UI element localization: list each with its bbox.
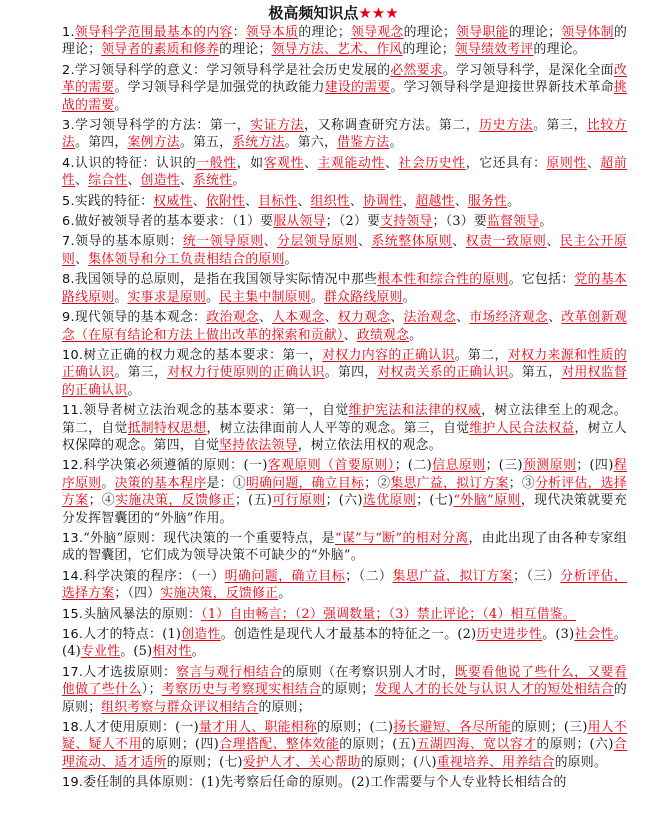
knowledge-point: [62, 568, 627, 603]
body-text: 的原则；(二): [317, 720, 394, 736]
highlighted-term: 案例方法: [127, 135, 180, 151]
highlighted-term: 程序原则: [62, 458, 627, 491]
body-text: 。: [402, 289, 416, 305]
highlighted-term: 扬长避短、各尽所能: [393, 720, 512, 736]
body-text: ，树立依法用权的观念。: [297, 437, 442, 453]
body-text: 、: [324, 310, 338, 326]
body-text: 。: [232, 173, 246, 189]
item-number: 1.: [62, 25, 75, 40]
knowledge-point: [62, 719, 627, 771]
body-text: ，由此出现了由各种专家组成的智囊团，它们成为领导决策不可缺少的“外脑”。: [62, 530, 627, 564]
body-text: 、: [75, 173, 89, 189]
highlighted-term: 根本性和综合性的原则: [377, 272, 509, 288]
highlighted-term: 重视培养、用养结合: [436, 754, 555, 770]
highlighted-term: 领导职能: [456, 25, 509, 40]
highlighted-term: 选优原则: [362, 493, 417, 509]
highlighted-term: 实施决策，反馈修正: [115, 493, 235, 509]
item-number: 12.: [62, 458, 84, 474]
body-text: 。: [409, 327, 423, 343]
body-text: 的理论。: [533, 42, 586, 58]
body-text: 科学决策的程序：（一）: [83, 568, 225, 584]
highlighted-term: 对权责关系的正确认识: [377, 365, 509, 381]
highlighted-term: 对用权监督的正确认识: [62, 365, 628, 398]
body-text: 、: [304, 155, 318, 171]
highlighted-term: 人本观念: [272, 310, 325, 326]
body-text: 人才使用原则：(一): [83, 720, 199, 736]
highlighted-term: 一般性: [196, 155, 237, 171]
item-number: 16.: [62, 627, 84, 642]
highlighted-term: 建设的需要: [324, 80, 391, 96]
body-text: 的理论；: [508, 25, 562, 40]
body-text: 。: [539, 214, 553, 230]
knowledge-point: [62, 457, 627, 527]
body-text: 的理论；: [219, 42, 272, 58]
highlighted-term: 对权力行使原则的正确认识: [167, 365, 325, 381]
knowledge-point-list: [0, 24, 667, 792]
body-text: 、: [258, 310, 273, 326]
highlighted-term: 超越性: [415, 193, 455, 209]
body-text: 。学习领导科学是加强党的执政能力: [114, 80, 325, 96]
body-text: 。第五，: [179, 135, 233, 151]
item-number: 19.: [62, 775, 84, 791]
body-text: 。: [284, 251, 298, 267]
body-text: ，它还具有：: [465, 155, 547, 171]
body-text: 。学习领导科学，是深化全面: [442, 62, 614, 78]
item-number: 4.: [62, 155, 75, 171]
highlighted-term: “外脑”原则: [453, 493, 521, 509]
highlighted-term: 客观性: [263, 155, 305, 171]
highlighted-term: 信息原则: [432, 458, 486, 474]
highlighted-term: 必然要求: [390, 62, 443, 78]
body-text: ，树立法律至上的观念。第二，自觉: [62, 403, 628, 436]
item-number: 15.: [62, 606, 84, 622]
highlighted-term: 组织性: [310, 193, 350, 209]
highlighted-term: 权威性: [153, 193, 193, 209]
highlighted-term: 统一领导原则: [182, 234, 264, 250]
body-text: 。第四，: [324, 365, 378, 381]
body-text: 、: [384, 155, 399, 171]
item-number: 3.: [62, 118, 75, 134]
body-text: 。第三，: [533, 118, 587, 134]
highlighted-term: 综合性: [88, 173, 128, 189]
highlighted-term: 监督领导: [486, 214, 540, 230]
body-text: 的原则；(八): [360, 754, 437, 770]
body-text: 、: [343, 327, 357, 343]
body-text: 、: [546, 234, 560, 250]
body-text: 委任制的具体原则：(1)先考察后任命的原则。(2)工作需要与个人专业特长相结合的: [83, 775, 567, 791]
knowledge-point: [62, 309, 627, 344]
body-text: 。: [310, 289, 324, 305]
highlighted-term: 分层领导原则: [277, 234, 358, 250]
highlighted-term: 群众路线原则: [324, 289, 403, 305]
body-text: ：: [232, 25, 246, 40]
body-text: 。第三，: [114, 365, 168, 381]
knowledge-point: [62, 213, 627, 230]
body-text: 、: [75, 251, 89, 267]
highlighted-term: 社会性: [574, 627, 614, 642]
highlighted-term: 坚持依法领导: [219, 437, 298, 453]
highlighted-term: 对权力内容的正确认识: [322, 347, 455, 363]
highlighted-term: 改革的需要: [62, 62, 628, 96]
highlighted-term: 可行原则: [272, 493, 326, 509]
body-text: 的原则；: [62, 682, 628, 715]
body-text: 。(3): [542, 627, 575, 642]
item-number: 10.: [62, 347, 84, 363]
body-text: 。(5): [120, 644, 153, 660]
knowledge-point: [62, 664, 627, 716]
body-text: 做好被领导者的基本要求：（1）要: [74, 214, 274, 230]
highlighted-term: 明确问题，确立目标: [224, 568, 346, 584]
body-text: ，树立人权保障的观念。第四，自觉: [62, 420, 628, 453]
knowledge-point: [62, 606, 627, 623]
highlighted-term: 领导绩效考评: [454, 42, 534, 58]
body-text: 、: [454, 193, 468, 209]
highlighted-term: 五湖四海、宽以容才: [416, 737, 537, 753]
body-text: ）；: [141, 682, 162, 698]
highlighted-term: 支持领导: [380, 214, 433, 230]
highlighted-term: 决策的基本程序: [114, 475, 207, 491]
knowledge-point: [62, 233, 627, 268]
body-text: 。: [389, 135, 403, 151]
body-text: 、: [586, 155, 601, 171]
title-text: 极高频知识点: [268, 4, 359, 22]
highlighted-term: 权力观念: [337, 310, 391, 326]
highlighted-term: 依附性: [205, 193, 246, 209]
body-text: ；(七): [416, 493, 454, 509]
body-text: 的原则；(四): [141, 737, 220, 753]
highlighted-term: 历史进步性: [476, 627, 543, 642]
highlighted-term: 相对性: [152, 644, 192, 660]
highlighted-term: 分析评估，选择方案: [62, 475, 627, 509]
highlighted-term: 维护人民合法权益: [469, 420, 575, 436]
body-text: 。第二，: [454, 347, 508, 363]
knowledge-point: [62, 193, 627, 210]
knowledge-point: [62, 626, 627, 661]
body-text: 。学习领导科学是迎接世界新技术革命: [390, 80, 614, 96]
item-number: 5.: [62, 193, 75, 209]
item-number: 8.: [62, 272, 75, 288]
body-text: 的理论；: [298, 25, 351, 40]
knowledge-point: [62, 271, 627, 306]
body-text: 学习领导科学的方法：第一，: [74, 118, 251, 134]
item-number: 18.: [62, 720, 84, 736]
body-text: 、: [127, 173, 141, 189]
body-text: 、: [297, 193, 311, 209]
body-text: ；（三）: [513, 568, 561, 584]
title-stars: ★★★: [358, 4, 399, 22]
highlighted-term: 创造性: [181, 627, 221, 642]
highlighted-term: 集思广益，拟订方案: [392, 568, 514, 584]
highlighted-term: 维护宪法和法律的权威: [348, 403, 482, 419]
body-text: 的原则；(七): [166, 754, 243, 770]
highlighted-term: 系统整体原则: [371, 234, 453, 250]
body-text: ；④: [88, 493, 116, 509]
highlighted-term: 法治观念: [403, 310, 457, 326]
body-text: ，树立法律面前人人平等的观念。第三，自觉: [206, 420, 470, 436]
highlighted-term: 抵制特权思想: [127, 420, 207, 436]
highlighted-term: 组织考察与群众评议相结合: [101, 699, 259, 715]
page-title: [0, 4, 667, 22]
body-text: 。: [507, 193, 521, 209]
highlighted-term: 市场经济观念: [469, 310, 549, 326]
knowledge-point: [62, 24, 627, 59]
knowledge-point: [62, 774, 627, 791]
body-text: 领导的基本原则：: [74, 234, 183, 250]
highlighted-term: 客观原则（首要原则）: [267, 458, 395, 474]
body-text: 、: [349, 193, 364, 209]
item-number: 13.: [62, 530, 84, 546]
body-text: 。它包括：: [508, 272, 575, 288]
body-text: 、: [357, 234, 372, 250]
body-text: 的原则；(三): [511, 720, 588, 736]
body-text: 。: [206, 289, 220, 305]
body-text: ；(五): [235, 493, 273, 509]
body-text: 的原则；: [258, 699, 311, 715]
body-text: “外脑”原则：现代决策的一个重要特点，是: [83, 530, 336, 546]
body-text: ；（二）: [345, 568, 393, 584]
highlighted-term: 实事求是原则: [127, 289, 207, 305]
body-text: 人才选拔原则：: [83, 664, 177, 680]
body-text: ，又称调查研究方法。第二，: [304, 118, 480, 134]
highlighted-term: 协调性: [363, 193, 403, 209]
body-text: 的原则；(六): [536, 737, 614, 753]
body-text: ；（四）: [114, 586, 161, 602]
knowledge-point: [62, 530, 627, 565]
highlighted-term: 实证方法: [250, 118, 305, 134]
body-text: ；③: [508, 475, 536, 491]
highlighted-term: 目标性: [258, 193, 298, 209]
body-text: ；②: [364, 475, 391, 491]
highlighted-term: 预测原则: [522, 458, 577, 474]
body-text: 头脑风暴法的原则：: [83, 606, 202, 622]
body-text: 我国领导的总原则，是指在我国领导实际情况中那些: [74, 272, 378, 288]
body-text: 。创造性是现代人才最基本的特征之一。(2): [220, 627, 477, 642]
highlighted-term: 政绩观念: [356, 327, 410, 343]
highlighted-term: 改革创新观念（在原有结论和方法上做出改革的探索和贡献）: [62, 310, 628, 343]
body-text: 、: [548, 310, 562, 326]
body-text: ；(六): [325, 493, 363, 509]
body-text: 的原则；(五): [339, 737, 417, 753]
highlighted-term: 专业性: [81, 644, 121, 660]
highlighted-term: 创造性: [140, 173, 180, 189]
body-text: 树立正确的权力观念的基本要求：第一，: [83, 347, 323, 363]
body-text: 认识的特征：认识的: [74, 155, 197, 171]
body-text: 的原则；: [321, 682, 375, 698]
highlighted-term: 发现人才的长处与认识人才的短处相结合: [374, 682, 614, 698]
body-text: 。第五，: [508, 365, 562, 381]
body-text: 。: [278, 586, 292, 602]
highlighted-term: 权责一致原则: [465, 234, 547, 250]
body-text: 。: [101, 475, 115, 491]
highlighted-term: 历史方法: [479, 118, 534, 134]
body-text: ；(三): [485, 458, 523, 474]
body-text: ，如: [236, 155, 264, 171]
highlighted-term: 系统方法: [232, 135, 285, 151]
highlighted-term: 既要看他说了些什么，又要看他做了些什么: [62, 664, 627, 698]
knowledge-point: [62, 117, 627, 152]
highlighted-term: 政治观念: [206, 310, 259, 326]
highlighted-term: 社会历史性: [398, 155, 466, 171]
item-number: 7.: [62, 234, 75, 250]
body-text: 学习领导科学的意义：学习领导科学是社会历史发展的: [74, 62, 391, 78]
item-number: 11.: [62, 403, 84, 419]
body-text: 。: [114, 289, 128, 305]
body-text: 、: [245, 193, 259, 209]
body-text: ；(二): [394, 458, 433, 474]
knowledge-point: [62, 62, 627, 114]
item-number: 6.: [62, 214, 75, 230]
knowledge-point: [62, 347, 627, 399]
highlighted-term: 挑战的需要: [62, 80, 627, 113]
highlighted-term: 考察历史与考察现实相结合: [161, 682, 322, 698]
body-text: 、: [456, 310, 470, 326]
highlighted-term: 集体领导和分工负责相结合的原则: [88, 251, 285, 267]
body-text: 实践的特征：: [74, 193, 154, 209]
item-number: 9.: [62, 310, 75, 326]
body-text: 是：①: [206, 475, 246, 491]
highlighted-term: 集思广益，拟订方案: [390, 475, 509, 491]
highlighted-term: 合理搭配、整体效能: [219, 737, 340, 753]
knowledge-point: [62, 155, 627, 190]
body-text: 科学决策必须遵循的原则：(一): [83, 458, 268, 474]
highlighted-term: 察言与观行相结合: [176, 664, 283, 680]
body-text: 。: [127, 382, 141, 398]
highlighted-term: 领导本质: [245, 25, 299, 40]
highlighted-term: 领导体制: [561, 25, 614, 40]
body-text: 的理论；: [402, 42, 455, 58]
highlighted-term: 系统性: [193, 173, 233, 189]
highlighted-term: 领导观念: [350, 25, 404, 40]
body-text: 现代领导的基本观念：: [74, 310, 207, 326]
highlighted-term: 实施决策，反馈修正: [160, 586, 279, 602]
body-text: 的理论；: [403, 25, 457, 40]
highlighted-term: 主观能动性: [317, 155, 385, 171]
highlighted-term: 超前性: [62, 155, 627, 189]
body-text: 、: [390, 310, 404, 326]
highlighted-term: “谋”与“断”的相对分离: [335, 530, 469, 546]
body-text: 、: [179, 173, 194, 189]
highlighted-term: 领导方法、艺术、作风: [271, 42, 403, 58]
body-text: 。(4): [62, 627, 628, 660]
highlighted-term: 明确问题，确立目标: [245, 475, 365, 491]
body-text: 的理论；: [62, 25, 628, 58]
highlighted-term: 爱护人才、关心帮助: [242, 754, 361, 770]
highlighted-term: 合理流动、适才适所: [62, 737, 627, 770]
body-text: 。第四，: [75, 135, 128, 151]
highlighted-term: 服务性: [467, 193, 508, 209]
item-number: 2.: [62, 62, 75, 78]
highlighted-term: （1）自由畅言；（2）强调数量；（3）禁止评论；（4）相互借鉴。: [201, 606, 577, 622]
highlighted-term: 对权力来源和性质的正确认识: [62, 347, 628, 381]
highlighted-term: 分析评估，选择方案: [62, 568, 628, 602]
highlighted-term: 量才用人、职能相称: [198, 720, 318, 736]
body-text: 的原则（在考察识别人才时，: [282, 664, 455, 680]
body-text: 。第六，: [284, 135, 338, 151]
body-text: 的原则。: [554, 754, 608, 770]
highlighted-term: 用人不疑、疑人不用: [62, 720, 627, 753]
body-text: 人才的特点：(1): [83, 627, 182, 642]
body-text: 、: [452, 234, 466, 250]
body-text: ；（2）要: [325, 214, 381, 230]
highlighted-term: 党的基本路线原则: [62, 272, 628, 305]
body-text: 、: [192, 193, 206, 209]
knowledge-point: [62, 402, 627, 454]
body-text: 。: [191, 644, 205, 660]
highlighted-term: 比较方法: [62, 118, 628, 151]
body-text: 、: [263, 234, 278, 250]
highlighted-term: 原则性: [546, 155, 587, 171]
highlighted-term: 民主集中制原则: [219, 289, 311, 305]
highlighted-term: 民主公开原则: [62, 234, 627, 267]
highlighted-term: 领导科学范围最基本的内容: [74, 25, 233, 40]
body-text: ；(四): [576, 458, 614, 474]
body-text: 领导者树立法治观念的基本要求：第一，自觉: [83, 403, 349, 419]
item-number: 17.: [62, 664, 84, 680]
body-text: 。: [114, 97, 128, 113]
item-number: 14.: [62, 568, 84, 584]
body-text: ，现代决策就要充分发挥智囊团的“外脑”作用。: [62, 493, 628, 526]
body-text: 、: [402, 193, 416, 209]
body-text: ；（3）要: [432, 214, 487, 230]
highlighted-term: 领导者的素质和修养: [101, 42, 220, 58]
highlighted-term: 借鉴方法: [337, 135, 390, 151]
highlighted-term: 服从领导: [273, 214, 326, 230]
